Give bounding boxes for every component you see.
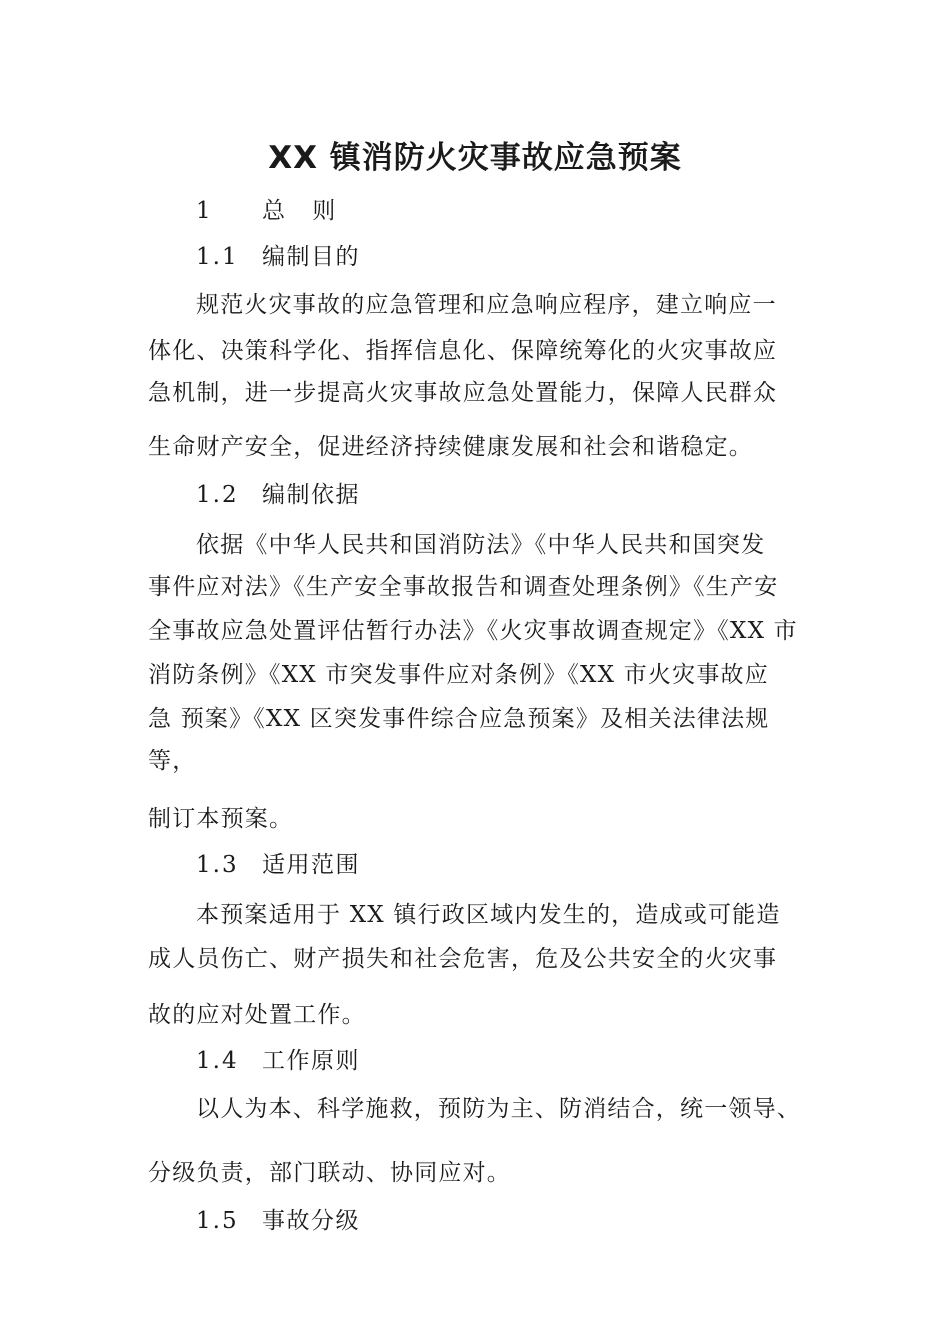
document-title: XX 镇消防火灾事故应急预案 — [268, 140, 682, 176]
section-heading-1-4 — [196, 1046, 360, 1076]
purpose-line-1: 规范火灾事故的应急管理和应急响应程序，建立响应一 — [196, 292, 777, 318]
section-title: 总 则 — [262, 198, 346, 224]
section-heading-1 — [196, 196, 345, 226]
section-title: 适用范围 — [262, 852, 360, 878]
scope-line-1: 本预案适用于 XX 镇行政区域内发生的，造成或可能造 — [196, 902, 781, 928]
section-heading-1-5 — [196, 1206, 360, 1236]
scope-line-3: 故的应对处置工作。 — [148, 1002, 366, 1028]
basis-line-6: 等， — [148, 748, 197, 774]
section-number: 1.4 — [196, 1048, 239, 1074]
basis-line-4: 消防条例》《XX 市突发事件应对条例》《XX 市火灾事故应 — [148, 662, 769, 688]
basis-line-1: 依据《中华人民共和国消防法》《中华人民共和国突发 — [196, 532, 766, 558]
basis-line-5: 急 预案》《XX 区突发事件综合应急预案》及相关法律法规 — [148, 706, 770, 732]
section-title: 编制目的 — [262, 244, 360, 270]
basis-line-2: 事件应对法》《生产安全事故报告和调查处理条例》《生产安 — [148, 574, 779, 600]
section-number: 1.2 — [196, 482, 239, 508]
purpose-line-2: 体化、决策科学化、指挥信息化、保障统筹化的火灾事故应 — [148, 338, 778, 364]
section-title: 工作原则 — [262, 1048, 360, 1074]
section-heading-1-2 — [196, 480, 360, 510]
section-number: 1.5 — [196, 1208, 239, 1234]
basis-line-7: 制订本预案。 — [148, 806, 294, 832]
purpose-line-3: 急机制，进一步提高火灾事故应急处置能力，保障人民群众 — [148, 380, 778, 406]
purpose-line-4: 生命财产安全，促进经济持续健康发展和社会和谐稳定。 — [148, 434, 753, 460]
section-heading-1-1 — [196, 242, 360, 272]
principle-line-1: 以人为本、科学施救，预防为主、防消结合，统一领导、 — [196, 1096, 801, 1122]
section-title: 事故分级 — [262, 1208, 360, 1234]
section-title: 编制依据 — [262, 482, 360, 508]
scope-line-2: 成人员伤亡、财产损失和社会危害，危及公共安全的火灾事 — [148, 946, 778, 972]
section-number: 1 — [196, 198, 213, 224]
section-heading-1-3 — [196, 850, 360, 880]
section-number: 1.3 — [196, 852, 239, 878]
principle-line-2: 分级负责，部门联动、协同应对。 — [148, 1160, 511, 1186]
section-number: 1.1 — [196, 244, 239, 270]
basis-line-3: 全事故应急处置评估暂行办法》《火灾事故调查规定》《XX 市 — [148, 618, 798, 644]
